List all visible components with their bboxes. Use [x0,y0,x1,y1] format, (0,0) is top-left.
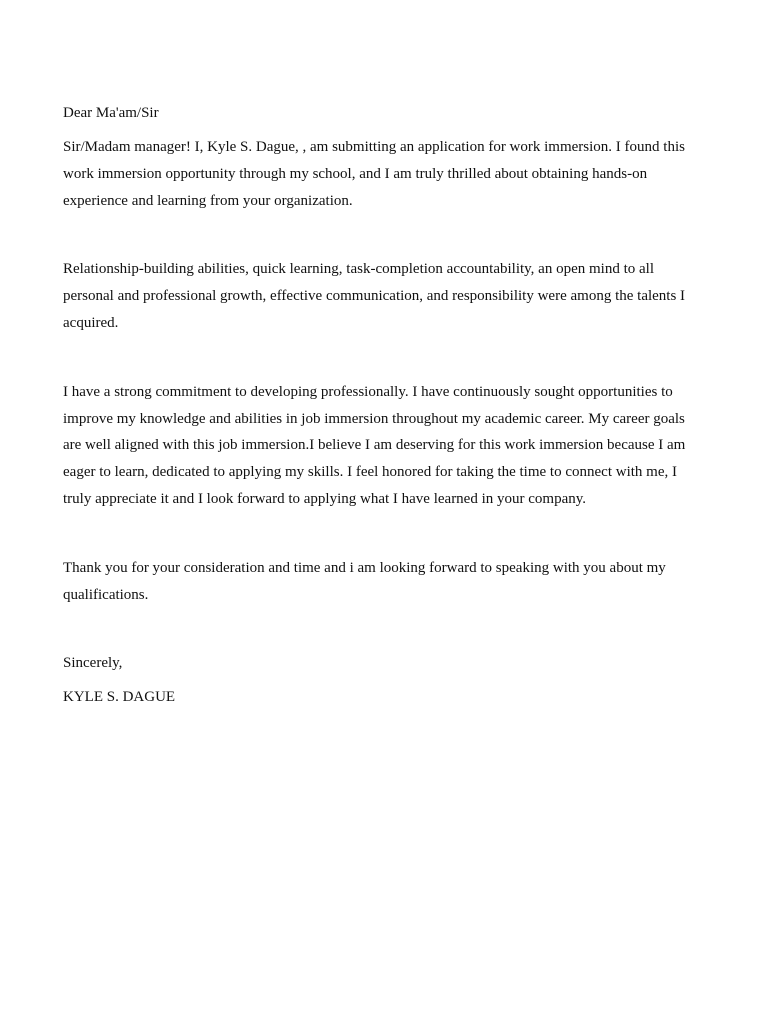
letter-body [63,100,695,710]
letter-paragraph-2: Relationship-building abilities, quick learning, task-completion accountability, an open mind to all personal and professional growth, effective communication, and responsibility were among the talents I acquired. [63,261,686,331]
letter-closing: Sincerely, [63,655,123,672]
letter-signature: KYLE S. DAGUE [63,689,176,706]
letter-paragraph-1: Sir/Madam manager! I, Kyle S. Dague, , am submitting an application for work immersion. I found this work immersion opportunity through my school, and I am truly thrilled about obtaining hands-on experience and learning from your organization. [63,139,685,209]
letter-greeting: Dear Ma'am/Sir [63,105,159,121]
letter-paragraph-3: I have a strong commitment to developing professionally. I have continuously sought opportunities to improve my knowledge and abilities in job immersion throughout my academic career. My career goals are well aligned with this job immersion.I believe I am deserving for this work immersion because I am eager to learn, dedicated to applying my skills. I feel honored for taking the time to connect with me, I truly appreciate it and I look forward to applying what I have learned in your company. [63,383,686,507]
letter-paragraph-4: Thank you for your consideration and time and i am looking forward to speaking with you about my qualifications. [63,559,666,603]
